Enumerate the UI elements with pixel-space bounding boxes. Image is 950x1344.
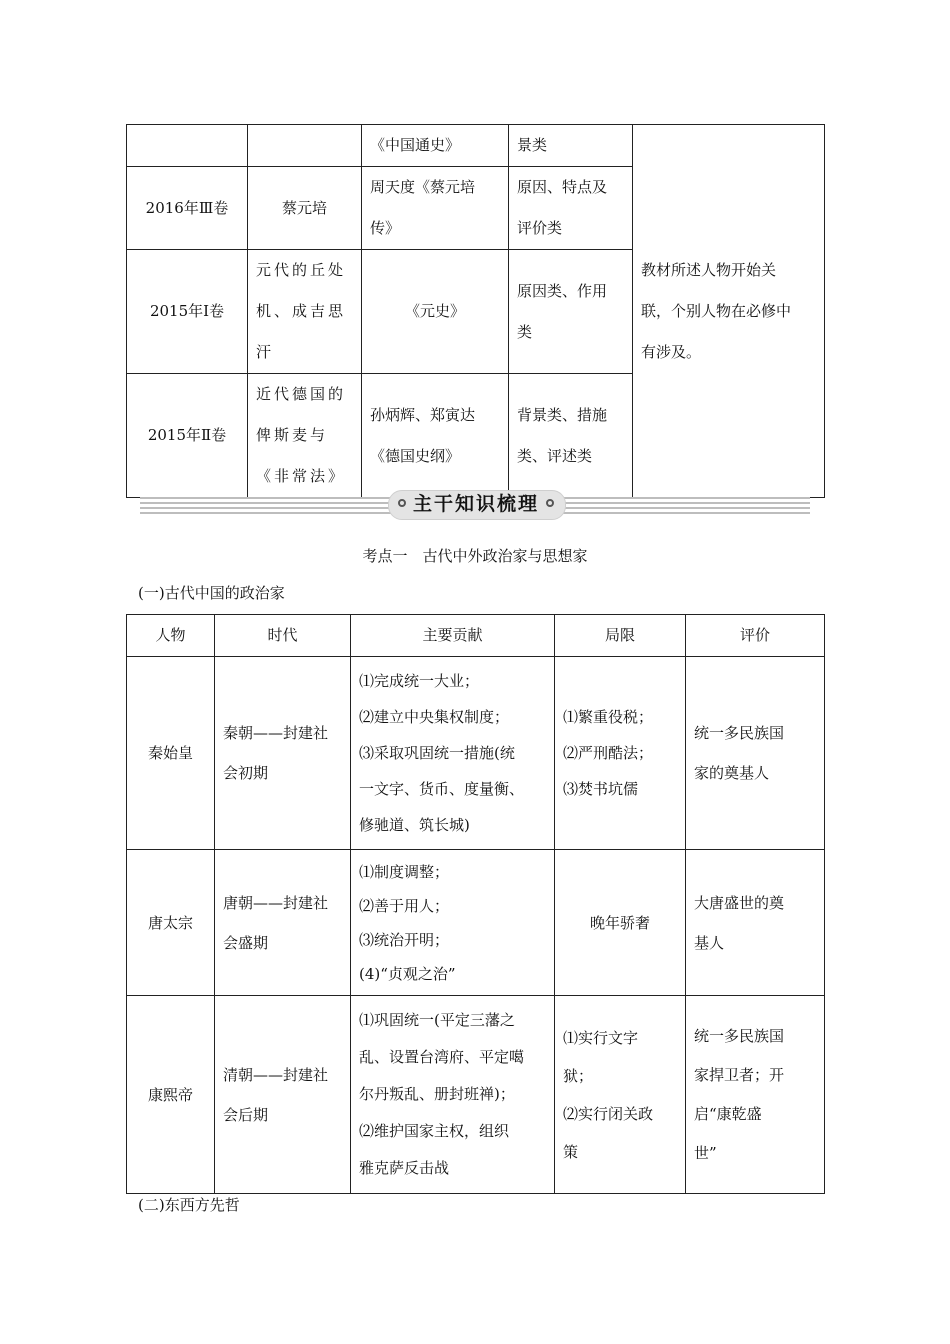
- subsection-title: (一)古代中国的政治家: [138, 584, 285, 602]
- source-cell: 《中国通史》: [362, 125, 509, 167]
- table-row: [127, 996, 825, 1194]
- person-cell: [248, 125, 362, 167]
- era-cell: 清朝——封建社 会后期: [215, 996, 351, 1194]
- note-cell: 教材所述人物开始关 联，个别人物在必修中 有涉及。: [633, 125, 825, 498]
- limitation-cell: ⑴繁重役税； ⑵严刑酷法； ⑶焚书坑儒: [555, 657, 686, 850]
- header-cell: 时代: [215, 615, 351, 657]
- person-cell: 唐太宗: [127, 850, 215, 996]
- limitation-cell: ⑴实行文字 狱； ⑵实行闭关政 策: [555, 996, 686, 1194]
- section-banner: [140, 490, 810, 518]
- year-cell: 2015年Ⅱ卷: [127, 374, 248, 498]
- person-cell: 近代德国的 俾斯麦与 《非常法》: [248, 374, 362, 498]
- evaluation-cell: 统一多民族国 家的奠基人: [686, 657, 825, 850]
- year-cell: 2016年Ⅲ卷: [127, 167, 248, 250]
- person-cell: 元代的丘处 机、成吉思 汗: [248, 250, 362, 374]
- banner-title: 主干知识梳理: [412, 493, 539, 515]
- table-row: [127, 850, 825, 996]
- person-cell: 蔡元培: [248, 167, 362, 250]
- source-cell: 周天度《蔡元培 传》: [362, 167, 509, 250]
- source-cell: 《元史》: [362, 250, 509, 374]
- type-cell: 原因、特点及 评价类: [509, 167, 633, 250]
- header-cell: 局限: [555, 615, 686, 657]
- era-cell: 秦朝——封建社 会初期: [215, 657, 351, 850]
- table-header-row: [127, 615, 825, 657]
- era-cell: 唐朝——封建社 会盛期: [215, 850, 351, 996]
- politicians-table: [126, 614, 825, 1194]
- subsection-title: (二)东西方先哲: [138, 1196, 240, 1214]
- table-row: [127, 125, 825, 167]
- year-cell: [127, 125, 248, 167]
- header-cell: 主要贡献: [351, 615, 555, 657]
- contribution-cell: ⑴完成统一大业； ⑵建立中央集权制度； ⑶采取巩固统一措施(统 一文字、货币、度量衡、 修驰道、筑长城): [351, 657, 555, 850]
- type-cell: 景类: [509, 125, 633, 167]
- year-cell: 2015年Ⅰ卷: [127, 250, 248, 374]
- person-cell: 秦始皇: [127, 657, 215, 850]
- header-cell: 评价: [686, 615, 825, 657]
- header-cell: 人物: [127, 615, 215, 657]
- section-heading: 考点一 古代中外政治家与思想家: [362, 547, 588, 565]
- person-cell: 康熙帝: [127, 996, 215, 1194]
- exam-source-table: [126, 124, 825, 498]
- table-row: [127, 657, 825, 850]
- type-cell: 原因类、作用 类: [509, 250, 633, 374]
- evaluation-cell: 统一多民族国 家捍卫者；开 启“康乾盛 世”: [686, 996, 825, 1194]
- contribution-cell: ⑴制度调整； ⑵善于用人； ⑶统治开明； (4)“贞观之治”: [351, 850, 555, 996]
- limitation-cell: 晚年骄奢: [555, 850, 686, 996]
- evaluation-cell: 大唐盛世的奠 基人: [686, 850, 825, 996]
- type-cell: 背景类、措施 类、评述类: [509, 374, 633, 498]
- source-cell: 孙炳辉、郑寅达 《德国史纲》: [362, 374, 509, 498]
- contribution-cell: ⑴巩固统一(平定三藩之 乱、设置台湾府、平定噶 尔丹叛乱、册封班禅)； ⑵维护国家主权，组织 雅克萨反击战: [351, 996, 555, 1194]
